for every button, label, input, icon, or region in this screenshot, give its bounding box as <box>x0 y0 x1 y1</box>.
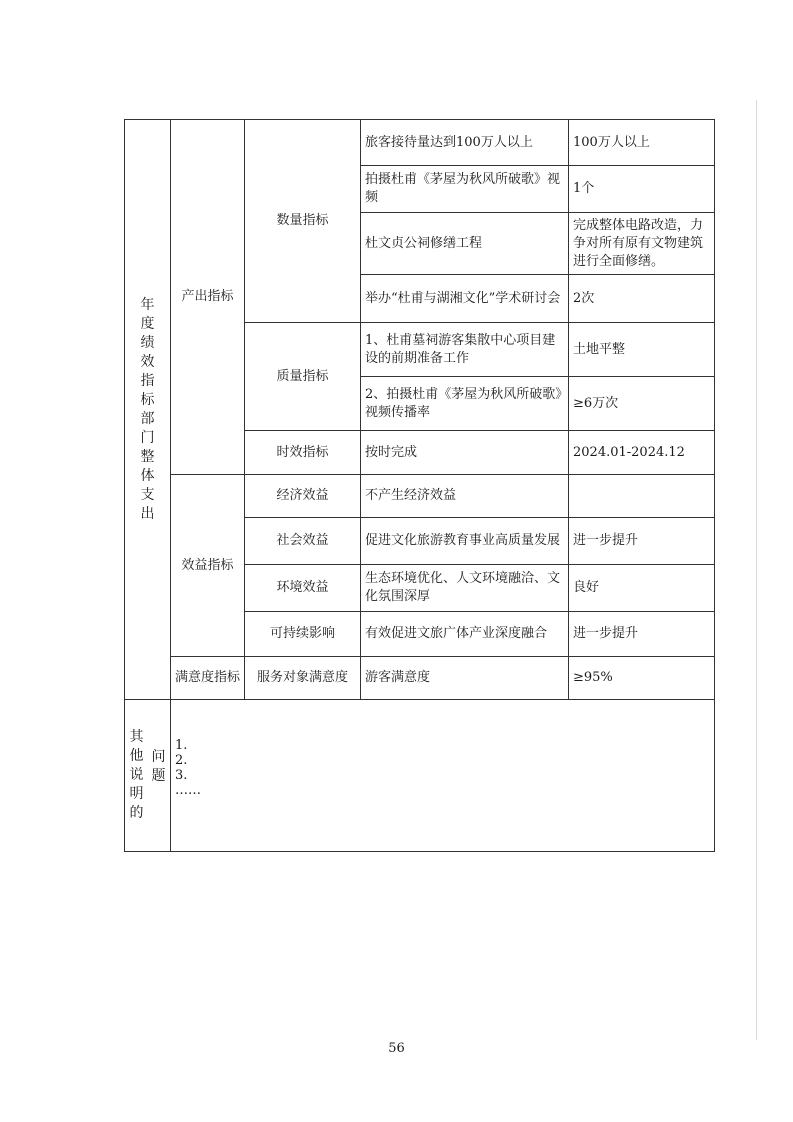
section-label-cell <box>125 120 171 700</box>
section-label: 年度绩效指标部门整体支出 <box>140 296 155 522</box>
indicator-cell <box>361 565 569 612</box>
subgroup-environment-cell <box>245 565 361 612</box>
target-cell <box>569 275 715 323</box>
subgroup-economic-cell <box>245 475 361 518</box>
subgroup-social-cell <box>245 518 361 565</box>
page-edge-line <box>756 100 757 1040</box>
other-label: 其他说明的 <box>129 729 144 821</box>
indicator-cell <box>361 377 569 431</box>
other-note-line: 2. <box>175 753 188 768</box>
target-text: 1个 <box>573 181 595 196</box>
subgroup-service-satisfaction-cell <box>245 657 361 700</box>
indicator-text: 不产生经济效益 <box>365 488 457 503</box>
other-notes-list <box>175 738 201 798</box>
indicator-text: 旅客接待量达到100万人以上 <box>365 134 533 150</box>
target-text: 100万人以上 <box>573 134 650 150</box>
group-output-label: 产出指标 <box>181 289 234 304</box>
indicator-text: 举办“杜甫与湖湘文化”学术研讨会 <box>365 290 561 306</box>
other-notes-cell <box>171 700 715 852</box>
other-note-line: …… <box>175 783 201 798</box>
indicator-cell <box>361 431 569 475</box>
target-cell <box>569 213 715 275</box>
target-text: 进一步提升 <box>573 626 639 641</box>
group-benefit-cell <box>171 475 245 657</box>
subgroup-social-label: 社会效益 <box>276 533 329 548</box>
indicator-cell <box>361 120 569 166</box>
target-text: ≥6万次 <box>573 395 619 411</box>
subgroup-economic-label: 经济效益 <box>276 488 329 503</box>
target-cell <box>569 612 715 657</box>
indicator-text: 有效促进文旅广体产业深度融合 <box>365 626 548 641</box>
page-number: 56 <box>388 1041 405 1056</box>
indicator-text: 1、杜甫墓祠游客集散中心项目建设的前期准备工作 <box>365 332 556 366</box>
group-output-cell <box>171 120 245 475</box>
other-note-line: 3. <box>175 768 188 783</box>
indicator-text: 杜文贞公祠修缮工程 <box>365 235 483 251</box>
indicator-text: 游客满意度 <box>365 670 431 685</box>
subgroup-sustainable-label: 可持续影响 <box>269 626 335 641</box>
subgroup-service-satisfaction-label: 服务对象满意度 <box>256 670 348 685</box>
indicator-text: 拍摄杜甫《茅屋为秋风所破歌》视频 <box>365 172 561 205</box>
target-cell <box>569 120 715 166</box>
group-satisfaction-cell <box>171 657 245 700</box>
target-cell <box>569 166 715 213</box>
indicator-cell <box>361 213 569 275</box>
indicator-cell <box>361 166 569 213</box>
table-row <box>125 120 715 166</box>
other-note-line: 1. <box>175 738 188 753</box>
target-text: 2次 <box>573 290 595 306</box>
subgroup-quantity-cell <box>245 120 361 323</box>
target-cell <box>569 431 715 475</box>
indicator-cell <box>361 612 569 657</box>
other-label-wrap <box>125 728 170 823</box>
table-row <box>125 475 715 518</box>
target-cell <box>569 657 715 700</box>
problem-label: 问题 <box>151 748 166 784</box>
subgroup-quantity-label: 数量指标 <box>276 213 329 228</box>
subgroup-environment-label: 环境效益 <box>276 580 329 595</box>
table-row <box>125 700 715 852</box>
target-text: ≥95% <box>573 670 613 685</box>
indicator-cell <box>361 657 569 700</box>
target-text: 良好 <box>573 580 600 595</box>
indicator-cell <box>361 275 569 323</box>
subgroup-timeliness-cell <box>245 431 361 475</box>
performance-indicator-table <box>124 119 715 852</box>
indicator-text: 2、拍摄杜甫《茅屋为秋风所破歌》视频传播率 <box>365 386 562 420</box>
target-text: 完成整体电路改造，力争对所有原有文物建筑进行全面修缮。 <box>573 217 704 269</box>
group-benefit-label: 效益指标 <box>181 557 234 573</box>
subgroup-quality-label: 质量指标 <box>276 368 329 384</box>
indicator-cell <box>361 475 569 518</box>
group-satisfaction-label: 满意度指标 <box>175 670 241 685</box>
target-text: 土地平整 <box>573 341 626 357</box>
target-cell <box>569 377 715 431</box>
target-cell <box>569 475 715 518</box>
indicator-cell <box>361 518 569 565</box>
target-cell <box>569 518 715 565</box>
target-text: 2024.01-2024.12 <box>573 444 685 460</box>
target-text: 进一步提升 <box>573 533 639 548</box>
other-label-cell <box>125 700 171 852</box>
indicator-cell <box>361 323 569 377</box>
target-cell <box>569 565 715 612</box>
indicator-text: 按时完成 <box>365 444 418 460</box>
subgroup-quality-cell <box>245 323 361 431</box>
subgroup-timeliness-label: 时效指标 <box>276 444 329 460</box>
table-row <box>125 657 715 700</box>
subgroup-sustainable-cell <box>245 612 361 657</box>
target-cell <box>569 323 715 377</box>
indicator-text: 生态环境优化、人文环境融洽、文化氛围深厚 <box>365 571 561 604</box>
indicator-text: 促进文化旅游教育事业高质量发展 <box>365 533 561 548</box>
